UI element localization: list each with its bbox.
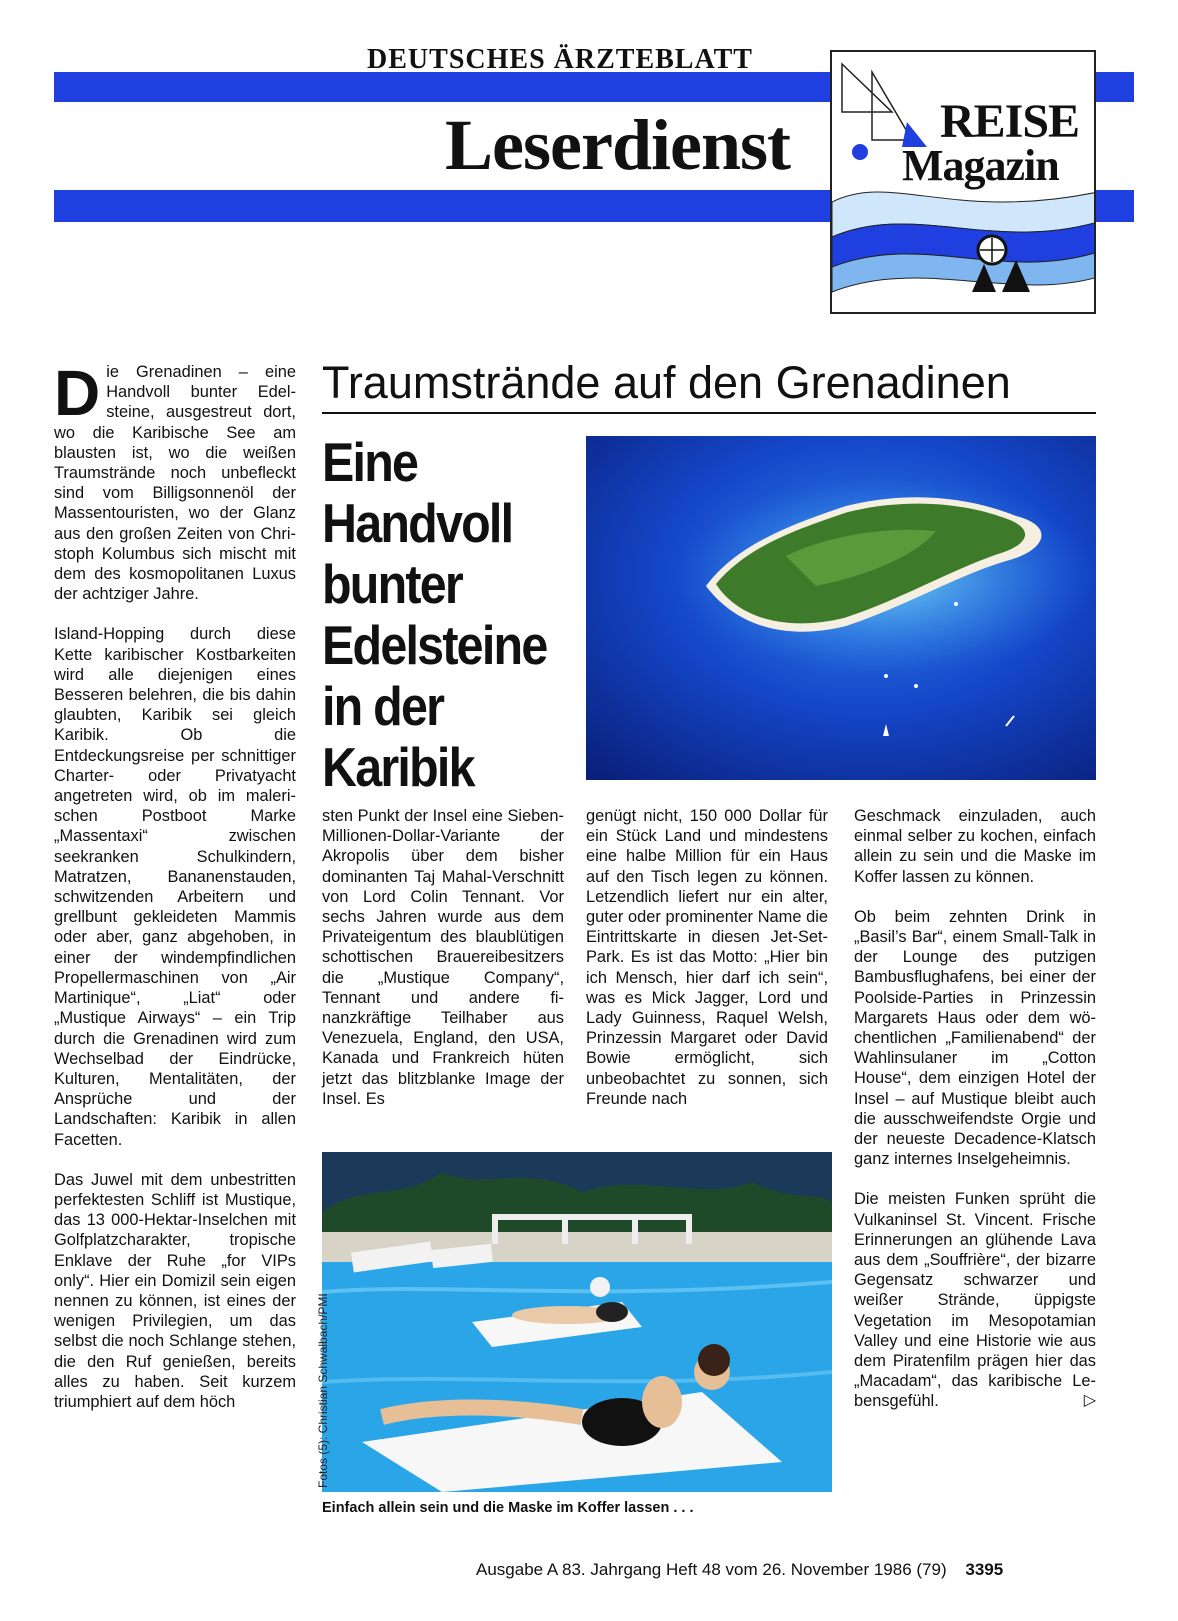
publisher-name: DEUTSCHES ÄRZTEBLATT	[367, 44, 753, 75]
page-footer	[476, 1560, 1003, 1580]
continue-arrow-icon: ▷	[1083, 1392, 1096, 1410]
paragraph: sten Punkt der Insel eine Sieben-Millionen-Dollar-Variante der Akropolis über dem bisher dominanten Taj Mahal-Verschnitt von Lord Colin Tennant. Vor sechs Jahren wurde aus dem Privateigentum des blaublütigen schottischen Brauereibesitzers die „Mustique Company“, Tennant und andere finanzkräftige Teilhaber aus Venezuela, England, den USA, Kanada und Frankreich hüten jetzt das blitzblanke Image der Insel. Es	[322, 807, 564, 1108]
reise-magazin-logo	[830, 50, 1096, 314]
photo-caption: Einfach allein sein und die Maske im Koffer lassen . . .	[322, 1500, 694, 1516]
paragraph: Island-Hopping durch diese Kette karibischer Kostbarkeiten wird alle diejenigen eines Besseren belehren, die bis dahin glaubten, Karibik sei gleich Karibik. Ob die Entdeckungsreise per schnittiger Charter- oder Privatyacht angetreten wird, ob im malerischen Postboot Marke „Massentaxi“ zwischen seekranken Schulkindern, Matratzen, Bananenstauden, schwitzenden Arbeitern und grellbunt gekleideten Mammis oder aber, ganz abgehoben, in einer der windempfindlichen Propellermaschinen von „Air Martinique“, „Liat“ oder „Mustique Airways“ – ein Trip durch die Grenadinen wird zum Wechselbad der Eindrücke, Kulturen, Mentalitäten, der Ansprüche und der Landschaften: Karibik in allen Facetten.	[54, 625, 296, 1149]
article-headline: Traumstrände auf den Grenadinen	[322, 357, 1011, 408]
article-column-left	[54, 357, 296, 1432]
aerial-island-photo	[586, 436, 1096, 780]
paragraph	[854, 1189, 1096, 1411]
paragraph: Geschmack einzuladen, auch einmal selber zu kochen, einfach allein zu sein und die Maske im Koffer lassen zu können.	[854, 807, 1096, 886]
paragraph: genügt nicht, 150 000 Dollar für ein Stück Land und mindestens eine halbe Million für ein Haus auf den Tisch legen zu können. Letzendlich liefert nur ein alter, guter oder prominenter Name die Eintrittskarte in diesen Jet-Set-Park. Es ist das Motto: „Hier bin ich Mensch, hier darf ich sein“, was es Mick Jagger, Lord und Lady Guinness, Raquel Welsh, Prinzessin Margaret oder David Bowie ermöglicht, sich unbeobachtet zu sonnen, sich Freunde nach	[586, 807, 828, 1108]
article-column-right	[854, 806, 1096, 1432]
pool-photo	[322, 1152, 832, 1492]
logo-text-magazin: Magazin	[902, 141, 1059, 190]
article-subheadline: Eine Handvoll bunter Edelsteine in der Karibik	[322, 431, 547, 798]
photo-credit: Fotos (5): Christian Schwalbach/PMI	[316, 1293, 330, 1488]
paragraph: Das Juwel mit dem unbestritten perfektesten Schliff ist Mustique, das 13 000-Hektar-Inselchen mit Golfplatzcharakter, tropische Enklave der Ruhe „for VIPs only“. Hier ein Domizil sein eigen nennen zu können, ist eines der wenigen Privilegien, um das selbst die noch Schlange stehen, die den Ruf genießen, bereits alles zu haben. Seit kurzem triumphiert auf dem höch	[54, 1170, 296, 1411]
paragraph: Ob beim zehnten Drink in „Basil’s Bar“, einem Small-Talk in der Lounge des putzigen Bambusflughafens, bei einer der Poolside-Parties in Prinzessin Margarets Haus oder dem wöchentlichen „Familienabend“ der Wahlinsulaner im „Cotton House“, dem einzigen Hotel der Insel – auf Mustique bleibt auch die ausschweifendste Orgie und der neueste Decadence-Klatsch ganz internes Inselgeheimnis.	[854, 907, 1096, 1169]
article-column-mid-2	[586, 806, 828, 1129]
logo-text-reise: REISE	[940, 95, 1080, 148]
headline-divider	[322, 412, 1096, 414]
paragraph-text: Die meisten Funken sprüht die Vulkaninsel St. Vincent. Frische Erinnerungen an glühende Lava aus dem „Souffrière“, der bizarre Gegensatz schwarzer und weißer Strände, üppigste Vegetation im Mesopotamian Valley und eine Historie wie aus dem Piratenfilm prägen hier das „Macadam“, das karibische Lebensgefühl.	[854, 1190, 1096, 1411]
paragraph-text: ie Grenadinen – eine Handvoll bunter Edelsteine, ausgestreut dort, wo die Karibische See am blausten ist, wo die weißen Traumstrände noch unbefleckt sind vom Billigsonnenöl der Massentouristen, wo der Glanz aus den großen Zeiten von Christoph Kolumbus sich mischt mit dem des kosmopolitanen Luxus der achtziger Jahre.	[54, 363, 296, 604]
paragraph	[54, 357, 296, 604]
article-column-mid-1	[322, 806, 564, 1129]
dropcap: D	[54, 357, 101, 429]
page-number: 3395	[965, 1560, 1004, 1579]
section-title: Leserdienst	[445, 105, 790, 185]
issue-info: Ausgabe A 83. Jahrgang Heft 48 vom 26. November 1986 (79)	[476, 1560, 947, 1579]
